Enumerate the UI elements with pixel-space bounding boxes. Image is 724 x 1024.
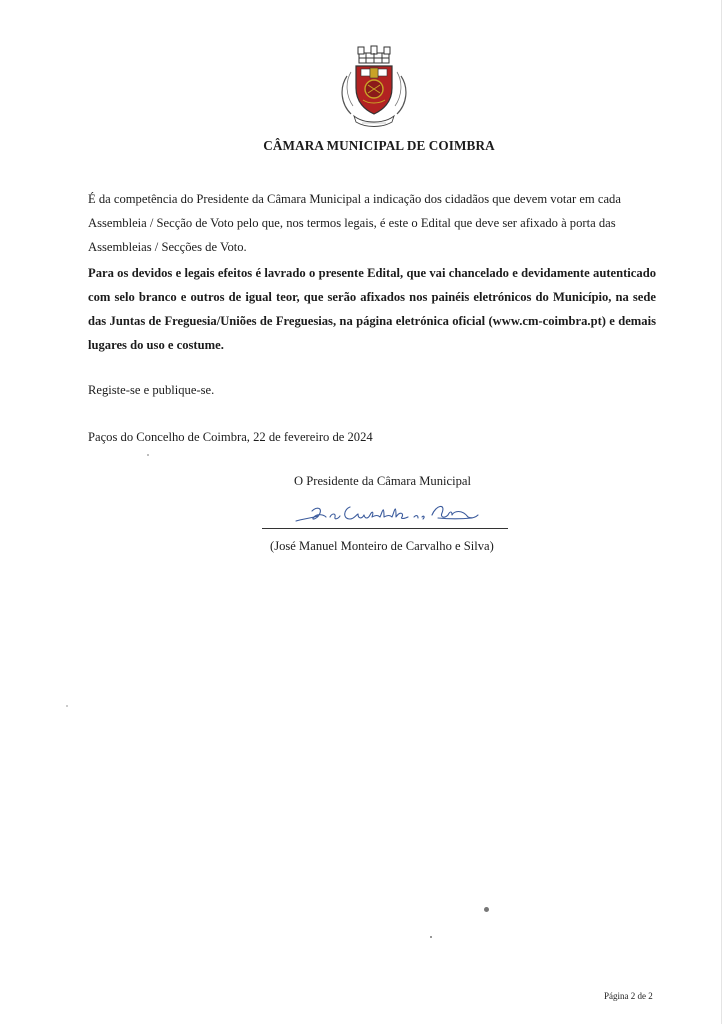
register-publish-line: Registe-se e publique-se. — [88, 383, 215, 397]
scan-speck — [147, 454, 149, 456]
scan-speck — [484, 907, 489, 912]
official-notice-paragraph: Para os devidos e legais efeitos é lavrado o presente Edital, que vai chancelado e devidamente autenticado com selo branco e outros de igual teor, que serão afixados nos painéis eletrónicos do Município, na sede das Juntas de Freguesia/Uniões de Freguesias, na página eletrónica oficial (www.cm-coimbra.pt) e demais lugares do uso e costume. — [88, 266, 656, 352]
signatory-title: O Presidente da Câmara Municipal — [294, 474, 471, 488]
coat-of-arms-icon — [337, 44, 411, 130]
handwritten-signature — [292, 497, 482, 529]
scan-speck — [430, 936, 432, 938]
page-number: Página 2 de 2 — [604, 991, 653, 1001]
page-title: CÂMARA MUNICIPAL DE COIMBRA — [263, 138, 495, 153]
crown-icon — [358, 46, 390, 63]
signature-line — [262, 528, 508, 529]
scan-speck — [66, 705, 68, 707]
intro-paragraph: É da competência do Presidente da Câmara Municipal a indicação dos cidadãos que devem votar em cada Assembleia / Secção de Voto pelo que, nos termos legais, é este o Edital que deve ser afixado à porta das Assembleias / Secções de Voto. — [88, 192, 621, 254]
signatory-name: (José Manuel Monteiro de Carvalho e Silva) — [270, 539, 494, 553]
place-date-line: Paços do Concelho de Coimbra, 22 de fevereiro de 2024 — [88, 430, 373, 444]
